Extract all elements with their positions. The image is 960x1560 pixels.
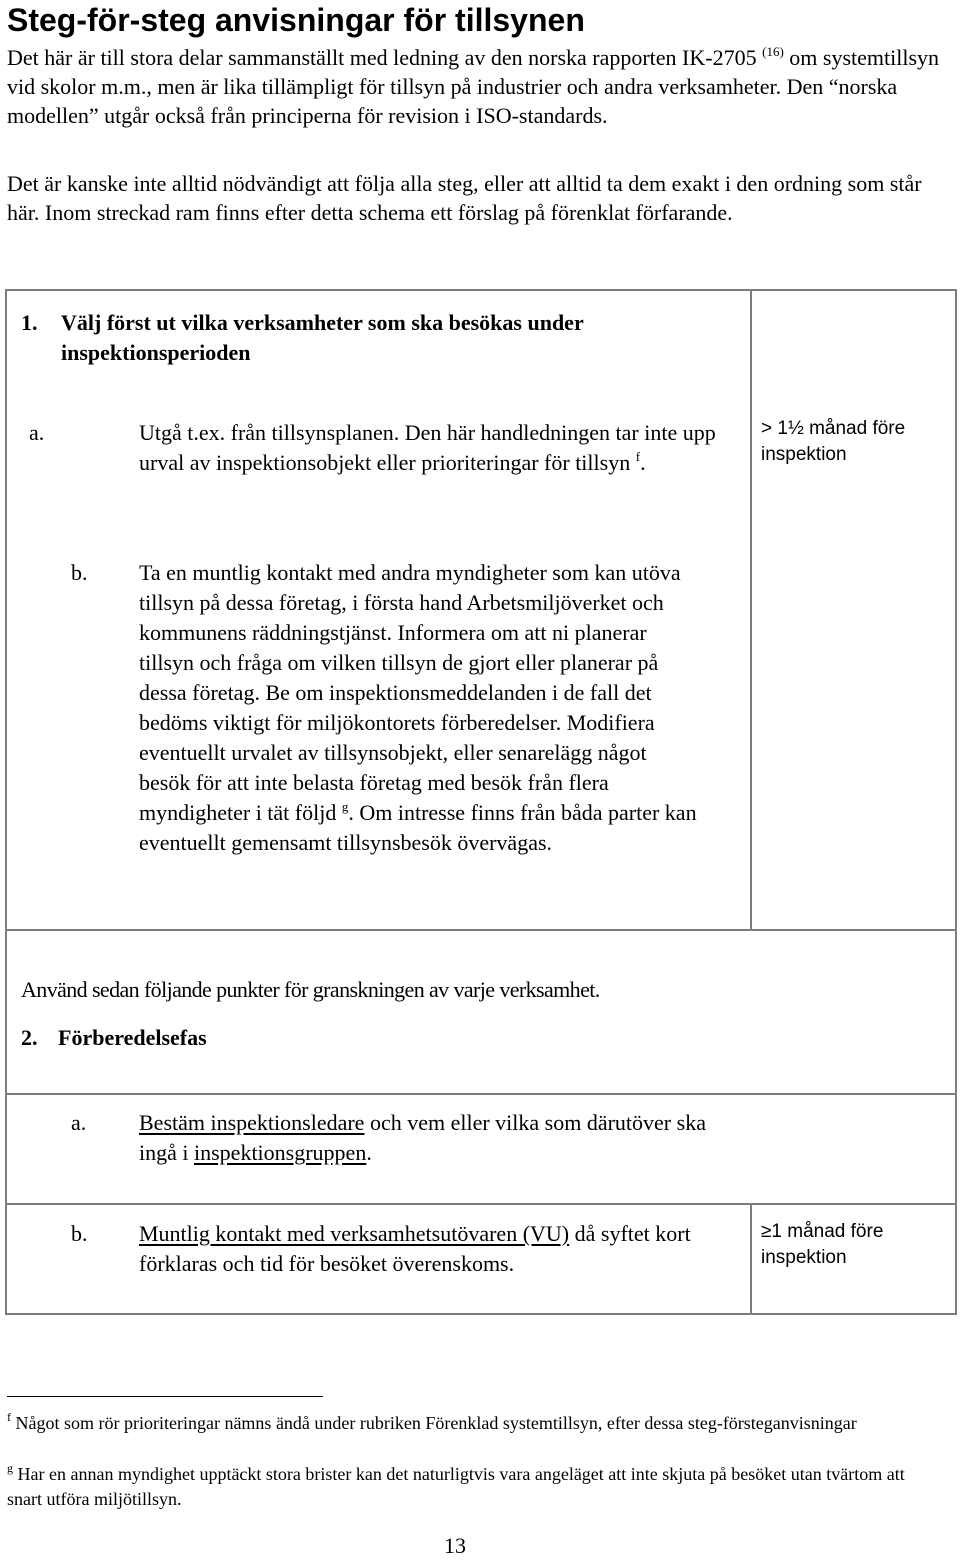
step-1a-item: [29, 418, 739, 478]
step-2a-end: .: [366, 1140, 372, 1165]
step-2-heading-row: [6, 930, 956, 1094]
steps-table: [5, 289, 957, 1315]
step-1a-timing: > 1½ månad före inspektion: [761, 418, 906, 465]
step-1b-item: [71, 558, 699, 858]
intro-text-cont: om systemtillsyn vid skolor m.m., men är lika tillämpligt för tillsyn på industrier och andra verksamheter. Den “norska modellen” utgår också från principerna för revision i ISO-standards.: [7, 45, 940, 128]
step-2a-cell: [6, 1094, 956, 1204]
step-2-heading-text: Förberedelsefas: [58, 1025, 207, 1050]
step-1a-text: Utgå t.ex. från tillsynsplanen. Den här handledningen tar inte upp urval av inspektionsobjekt eller prioriteringar för tillsyn: [139, 420, 716, 475]
step-1-heading-text: Välj först ut vilka verksamheter som ska besökas under inspektionsperioden: [61, 310, 584, 365]
footnote-ref-g: g: [341, 798, 349, 814]
step-1-heading: [21, 308, 721, 368]
step-1b-side: [751, 544, 956, 930]
step-2a-underlined-1: Bestäm inspektionsledare: [139, 1110, 365, 1135]
step-2a-mid: och vem eller vilka som därutöver ska ingå i: [139, 1110, 706, 1165]
footnote-g-mark: g: [7, 1461, 13, 1475]
step-2b-row: [6, 1204, 956, 1314]
intro-text: Det här är till stora delar sammanställt med ledning av den norska rapporten IK-2705: [7, 45, 757, 70]
step-2-heading: [21, 1023, 955, 1053]
step-1-heading-side: [751, 290, 956, 398]
step-1b-text-cont: . Om intresse finns från båda parter kan eventuellt gemensamt tillsynsbesök övervägas.: [139, 800, 697, 855]
footnote-f-mark: f: [7, 1410, 11, 1424]
reference-marker: (16): [762, 43, 784, 59]
step-1b-cell: [6, 544, 751, 930]
footnote-g: [7, 1462, 937, 1512]
footnote-ref-f: f: [635, 448, 641, 464]
step-1b-row: [6, 544, 956, 930]
step-2b-side: [751, 1204, 956, 1314]
step-2a-row: [6, 1094, 956, 1204]
step-1a-end: .: [640, 450, 646, 475]
footnote-f-text: Något som rör prioriteringar nämns ändå under rubriken Förenklad systemtillsyn, efter dessa steg-försteganvisningar: [15, 1413, 857, 1433]
step-1b-label: b.: [71, 560, 88, 585]
step-2a-label: a.: [71, 1110, 87, 1135]
step-1-number: 1.: [21, 310, 38, 335]
step-1b-text: Ta en muntlig kontakt med andra myndigheter som kan utöva tillsyn på dessa företag, i första hand Arbetsmiljöverket och kommunens räddningstjänst. Informera om att ni planerar tillsyn och fråga om vilken tillsyn de gjort eller planerar på dessa företag. Be om inspektionsmeddelanden i de fall det bedöms viktigt för miljökontorets förberedelser. Modifiera eventuellt urvalet av tillsynsobjekt, eller senarelägg något besök för att inte belasta företag med besök från flera myndigheter i tät följd: [139, 560, 681, 825]
step-1-heading-cell: [6, 290, 751, 398]
step-2b-rest: då syftet kort förklaras och tid för besöket överenskoms.: [139, 1221, 691, 1276]
general-note: Använd sedan följande punkter för granskningen av varje verksamhet.: [21, 977, 600, 1002]
step-2b-item: [71, 1219, 749, 1279]
step-2a-item: [71, 1108, 739, 1168]
step-2b-timing: ≥1 månad före inspektion: [761, 1221, 884, 1268]
step-2b-cell: [6, 1204, 751, 1314]
step-2-heading-cell: [6, 930, 956, 1094]
step-1a-label: a.: [29, 420, 45, 445]
step-2a-underlined-2: inspektionsgruppen: [194, 1140, 367, 1165]
step-1a-side: [751, 398, 956, 544]
step-1-heading-row: [6, 290, 956, 398]
footnote-g-text: Har en annan myndighet upptäckt stora brister kan det naturligtvis vara angeläget att inte skjuta på besöket utan tvärtom att snart utföra miljötillsyn.: [7, 1464, 905, 1509]
step-2-number: 2.: [21, 1025, 38, 1050]
footnote-f: [7, 1411, 937, 1436]
step-1a-row: [6, 398, 956, 544]
intro-paragraph-1: [7, 43, 942, 130]
step-2b-underlined: Muntlig kontakt med verksamhetsutövaren (VU): [139, 1221, 570, 1246]
page-number: 13: [444, 1533, 466, 1558]
intro-paragraph-2: Det är kanske inte alltid nödvändigt att följa alla steg, eller att alltid ta dem exakt i den ordning som står här. Inom streckad ram finns efter detta schema ett förslag på förenklat förfarande.: [7, 171, 922, 225]
step-1a-cell: [6, 398, 751, 544]
step-2b-label: b.: [71, 1221, 88, 1246]
page-title: Steg-för-steg anvisningar för tillsynen: [7, 2, 585, 38]
footnote-separator: [7, 1396, 323, 1397]
